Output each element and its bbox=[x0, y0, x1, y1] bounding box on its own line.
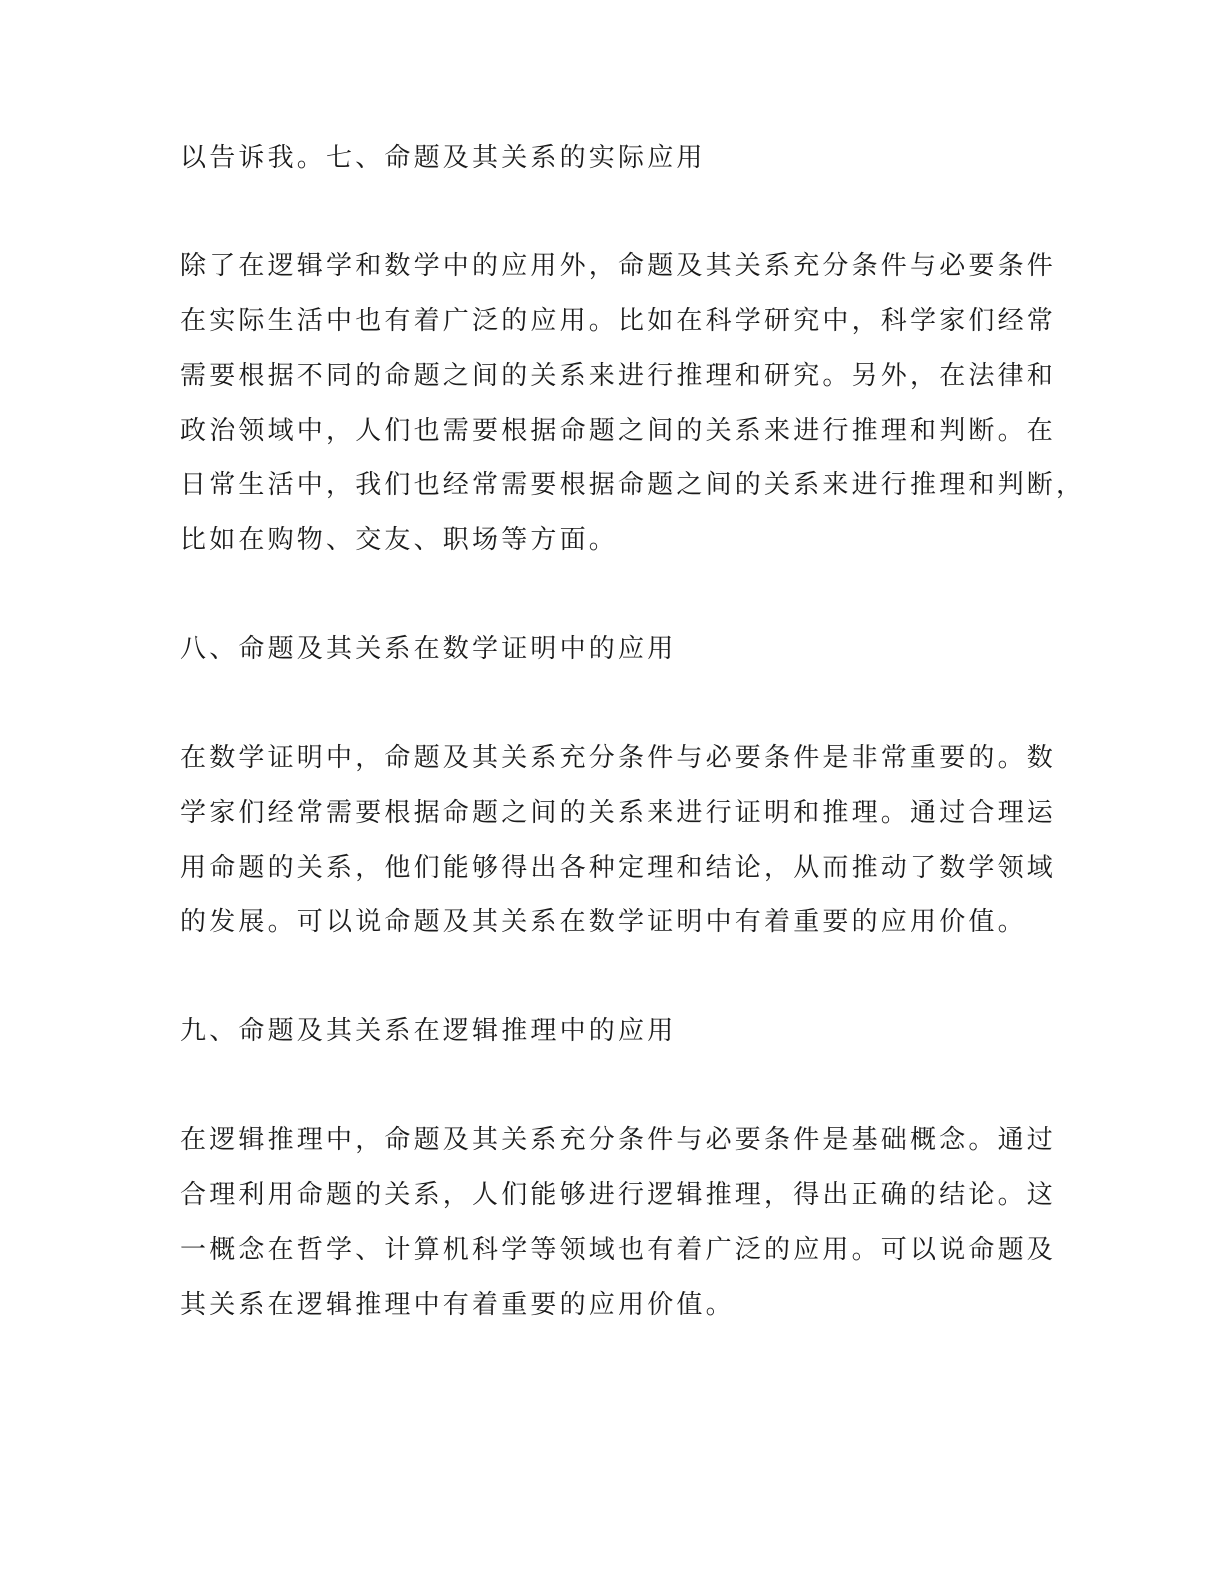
section-7-heading-line: 以告诉我。七、命题及其关系的实际应用 bbox=[180, 143, 706, 173]
paragraph-line: 用命题的关系，他们能够得出各种定理和结论，从而推动了数学领域 bbox=[180, 853, 1057, 883]
paragraph-line: 学家们经常需要根据命题之间的关系来进行证明和推理。通过合理运 bbox=[180, 798, 1057, 828]
section-8-heading: 八、命题及其关系在数学证明中的应用 bbox=[180, 634, 677, 664]
paragraph-line: 其关系在逻辑推理中有着重要的应用价值。 bbox=[180, 1290, 735, 1320]
paragraph-line: 的发展。可以说命题及其关系在数学证明中有着重要的应用价值。 bbox=[180, 907, 1027, 937]
paragraph-line: 日常生活中，我们也经常需要根据命题之间的关系来进行推理和判断， bbox=[180, 470, 1086, 500]
paragraph-line: 在实际生活中也有着广泛的应用。比如在科学研究中，科学家们经常 bbox=[180, 306, 1057, 336]
section-9-heading: 九、命题及其关系在逻辑推理中的应用 bbox=[180, 1016, 677, 1046]
paragraph-line: 一概念在哲学、计算机科学等领域也有着广泛的应用。可以说命题及 bbox=[180, 1235, 1057, 1265]
paragraph-line: 在数学证明中，命题及其关系充分条件与必要条件是非常重要的。数 bbox=[180, 743, 1057, 773]
paragraph-line: 在逻辑推理中，命题及其关系充分条件与必要条件是基础概念。通过 bbox=[180, 1125, 1057, 1155]
paragraph-line: 比如在购物、交友、职场等方面。 bbox=[180, 525, 619, 555]
paragraph-line: 需要根据不同的命题之间的关系来进行推理和研究。另外，在法律和 bbox=[180, 361, 1057, 391]
paragraph-line: 除了在逻辑学和数学中的应用外，命题及其关系充分条件与必要条件 bbox=[180, 251, 1057, 281]
paragraph-line: 合理利用命题的关系，人们能够进行逻辑推理，得出正确的结论。这 bbox=[180, 1180, 1057, 1210]
paragraph-line: 政治领域中，人们也需要根据命题之间的关系来进行推理和判断。在 bbox=[180, 416, 1057, 446]
